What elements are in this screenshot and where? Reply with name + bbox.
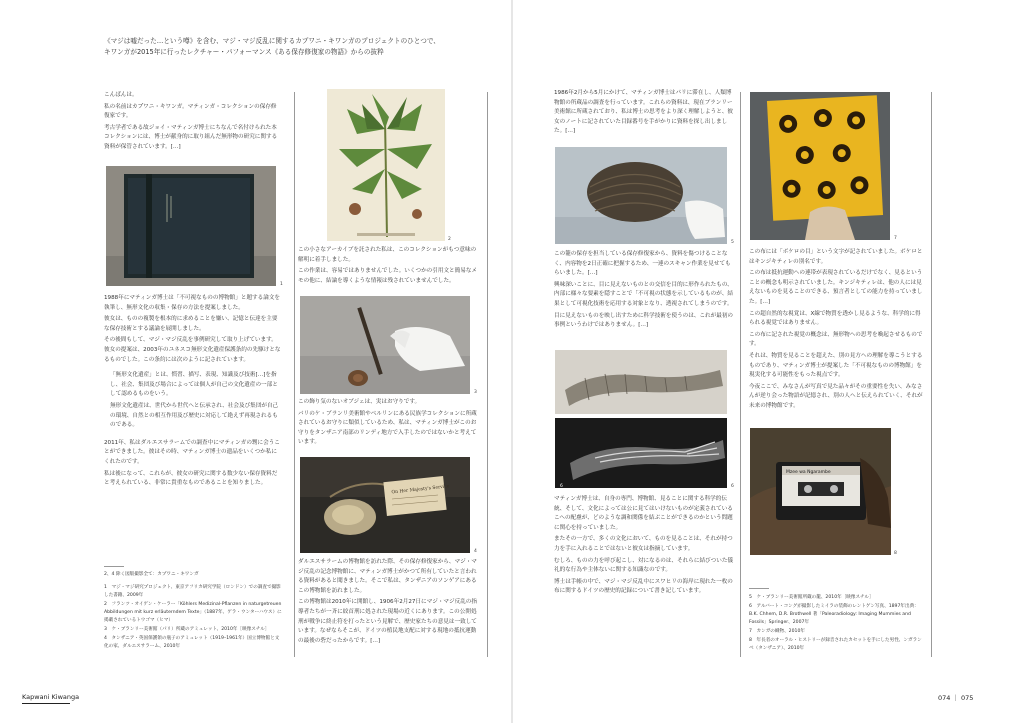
figure-6-bandaged-mummy-photo [555, 350, 727, 414]
figure-number: 8 [894, 551, 897, 556]
figure-number: 3 [474, 390, 477, 395]
figure-7-kanga-cloth-photo [750, 92, 890, 240]
running-footer-artist: Kapwani Kiwanga [22, 693, 80, 701]
paragraph: それは、物質を見ることを超えた、別の見方への理解を導こうとするものであり、マティンガ博士が提案した「不可視なものの博物館」を現実化する可能性をもった視点です。 [749, 352, 923, 379]
paragraph: 興味深いことに、目に見えないものとの交信を目的に形作られたもの、内部に様々な要素を隠すことで「不可視の状態を示しているものが、結果として可視化技術を応用する対象となり、透視されてしまうのです。 [554, 281, 734, 307]
quote: 無形文化遺産は、世代から世代へと伝承され、社会及び集団が自己の環境、自然との相互作用及び歴史に対応して絶えず再現されるものである。 [110, 402, 279, 429]
paragraph: この布に記された視覚の概念は、無形物への思考を喚起させるものです。 [749, 331, 923, 348]
paragraph: この超自然的な視覚は、X線で物質を透かし見るような、科学的に得られる視覚ではありません。 [749, 310, 921, 327]
page-gutter [511, 0, 513, 723]
photo-credit: 2、4 除く図版撮影全て：カプワニ・キワンガ [104, 572, 199, 577]
paragraph: 1986年2月から5月にかけて、マティンガ博士はパリに滞在し、人類博物館の所蔵品の調査を行っています。これらの資料は、現在ブランリー美術館に所蔵されており、私は博士の思考をより深く理解しようと、彼女のノートに記されていた目録番号を手がかりに資料を探し出しました。[…] [554, 90, 734, 135]
cassette-label-text: Mzee wa Ngarambe [786, 470, 831, 475]
figure-6-xray-photo [555, 418, 727, 488]
page-numbers: 074 ｜ 075 [938, 694, 974, 702]
column-3-middle [554, 250, 734, 333]
paragraph: 今夜ここで、みなさんが写真で見た品々がその重要性を失い、みなさんが逆り会った物語が記憶され、別の人へと伝えられていく、それが未来の博物館です。 [749, 383, 923, 409]
intro-lead [104, 36, 504, 58]
column-3-bottom [554, 495, 734, 599]
figure-5-basket-photo [555, 147, 727, 244]
footnote: 3 ケ・ブランリー美術館（パリ）所蔵のアミュレット、2010年［映像スチル］ [104, 627, 270, 632]
figure-number: 4 [474, 549, 477, 554]
paragraph: この飾り気のないオブジェは、実はお守りです。 [298, 399, 421, 405]
paragraph: 私の名前はカプワニ・キワンガ。マティンガ・コレクションの保存修復家です。 [104, 103, 277, 120]
column-rule [487, 92, 488, 657]
column-2-bottom [298, 558, 478, 648]
figure-8-cassette-photo [750, 428, 891, 555]
column-1-body [104, 294, 282, 491]
tag-text: On Her Majesty's Service [391, 484, 450, 496]
footer-underline [22, 703, 70, 704]
footnote: 8 年長者のオーラル・ヒストリーが録音されたカセットを手にした男性、ンガランベ（タンザニア）、2010年 [749, 638, 922, 651]
intro-line-1: 《マジは嘘だった…という噂》を含む、マジ・マジ反乱に関するカプワニ・キワンガのプロジェクトのひとつで、 [104, 37, 440, 45]
column-rule [294, 92, 295, 657]
footnote: 4 タンザニア・英国保護領の瓶子のアミュレット（1919–1961年）国立博物館と文化の家、ダルエスサラーム、2010年 [104, 636, 280, 649]
paragraph: ダルエスサラームの博物館を訪れた際、その保存修復家から、マジ・マジ反乱の記念博物館に、マティンガ博士がかつて所有していたと言われる資料があると聞きました。そこで私は、タンザニアのソンゲアにあるこの博物館を訪れました。 [298, 559, 477, 594]
figure-2-botanical-illustration [327, 89, 445, 241]
footnote-rule [749, 588, 769, 589]
column-3-top [554, 89, 734, 139]
column-2-middle [298, 398, 478, 450]
paragraph: マティンガ博士は、自身の専門、博物館、見ることに関する科学的伝統、そして、文化によっては公に見てはいけないものが定義されているこへの配慮が、どのような調和関係を結ぶことができるのかという問題に関心を持っていました。 [554, 496, 733, 531]
column-4-top [749, 248, 925, 414]
paragraph: 2011年、私はダルエスサラームでの調査中にマティンガの甥に会うことができました。彼はその時、マティンガ博士の遺品をいくつか私にくれたのです。 [104, 439, 280, 465]
figure-number: 6 [731, 484, 734, 489]
paragraph: 考古学者である故ジョイ・マティンガ博士にちなんで名付けられた本コレクションには、博士が献身的に取り組んだ無形物の研究に関する資料が保管されています。[…] [104, 124, 278, 150]
footnote: 7 カンガの織物、2010年 [749, 629, 805, 634]
figure-number: 6 [560, 484, 563, 489]
paragraph: 私は後になって、これらが、彼女の研究に関する数少ない保存資料だと考えられている、非常に貴重なものであることを知りました。 [104, 470, 278, 487]
intro-line-2: キワンガが2015年に行ったレクチャー・パフォーマンス《ある保存修復家の物語》からの抜粋 [104, 48, 384, 56]
column-1-footnotes [104, 571, 282, 652]
footnote: 6 アルバート・コングが撮影したミイラの装飾のレントゲン写真、1897年出典：B.K. Chhem, D.R. Brothwell 著「Paleoradiology: Imaging Mummies and Fossils」Springer、2007年 [749, 604, 919, 625]
quote: 「無形文化遺産」とは、慣習、描写、表現、知識及び技術[…]を指し、社会、集団及び場合によっては個人が自己の文化遺産の一部として認めるものをいう。 [110, 372, 278, 398]
paragraph: この小さなアーカイブを託された私は、このコレクションがもつ意味の解明に着手しました。 [298, 247, 477, 263]
figure-number: 5 [731, 240, 734, 245]
paragraph: 目に見えないものを映し出すために科学技術を使うのは、これが最初の事例というわけではありません。[…] [554, 312, 734, 329]
figure-number: 1 [280, 282, 283, 287]
paragraph: この籠の保存を担当している保存修復家から、資料を傷つけることなく、内容物を2日正確に把握するため、一連のスキャン作業を見せてもらいました。[…] [554, 251, 731, 277]
column-1-top [104, 91, 282, 155]
footnote: 1 マジ・マジ研究プロジェクト、東京アフリカ研究学院（ロンドン）での調査で撮影した書籍、2009年 [104, 585, 281, 598]
footnote: 2 フランツ・オイゲン・ケーラー「Köhlers Medizinal-Pflanzen in naturgetreuen Abbildungen mit kurz erläuterndem Texte」（1887年、ゲラ・ウンターハウス）に掲載されているトウゴマ（ヒマ） [104, 602, 282, 623]
paragraph: むしろ、ものの力を呼び起こし、対になるのは、それらに結びついた儀礼的な行為や主体ないに関する知識なのです。 [554, 557, 734, 574]
paragraph: この博物館は2010年に開館し、1906年2月27日にマジ・マジ反乱の指導者たちが一斉に絞首刑に処された現場の近くにあります。この公開処刑が戦争に終止符を打ったという見解で、歴史家たちの意見は一致しています。なぜならそこが、ドイツの植民地支配に対する現地の抵抗運動の最後の砦だったからです。[…] [298, 599, 477, 644]
column-rule [740, 92, 741, 657]
paragraph: パリのケ・ブランリ美術館やベルリンにある民族学コレクションに所蔵されているお守りに類似しているため、私は、マティンガ博士がこのお守りをタンザニア南部のリンディ地方で入手したのではないかと考えています。 [298, 410, 477, 446]
paragraph: その後間もして、マジ・マジ反乱を事例研究して取り上げています。彼女の提案は、2003年のユネスコ無形文化遺産保護条約の先駆けとなるものでした。この条約には次のように記されています。 [104, 337, 281, 363]
paragraph: この布は抵抗運動への連帯が表現されているだけでなく、見るということの概念も明示されていました。キンジキティレは、他の人には見えないものを見ることのできる、預言者としての能力を持っていました。[…] [749, 270, 923, 305]
footnote-rule [104, 566, 124, 567]
paragraph: この作業は、容易ではありませんでした。いくつかの引用文と簡易なメモの他に、結論を導くような情報は残されていませんでした。 [298, 268, 478, 284]
paragraph: またその一方で、多くの文化において、ものを見ることは、それが持つ力を手に入れることではないと彼女は指摘しています。 [554, 536, 733, 552]
paragraph: こんばんは。 [104, 92, 138, 98]
column-rule [931, 92, 932, 657]
figure-4-tagged-object-photo [300, 457, 470, 553]
footnote: 5 ケ・ブランリー美術館所蔵の籠、2010年［映像スチル］ [749, 595, 874, 600]
paragraph: この布には「ボケロの目」という文字が記されていました。ボケロとはキンジキティレの別名です。 [749, 249, 923, 265]
paragraph: 彼女は、ものの複製を根本的に求めることを嫌い、記憶と伝達を主要な保存技術とする議論を展開しました。 [104, 316, 278, 332]
paragraph: 1988年にマティンガ博士は「不可視なものの博物館」と題する論文を執筆し、無形文化の収集・保存の方法を提案しました。 [104, 295, 281, 311]
figure-3-amulet-photo [300, 296, 470, 394]
column-2-top [298, 246, 478, 288]
column-4-footnotes [749, 594, 925, 654]
figure-number: 7 [894, 236, 897, 241]
paragraph: 博士は手帳の中で、マジ・マジ反乱中にスワヒリの海岸に現れた一枚の布に関するドイツの歴史的記録について書き記しています。 [554, 578, 733, 595]
figure-number: 2 [448, 237, 451, 242]
figure-1-book-photo [106, 166, 276, 286]
